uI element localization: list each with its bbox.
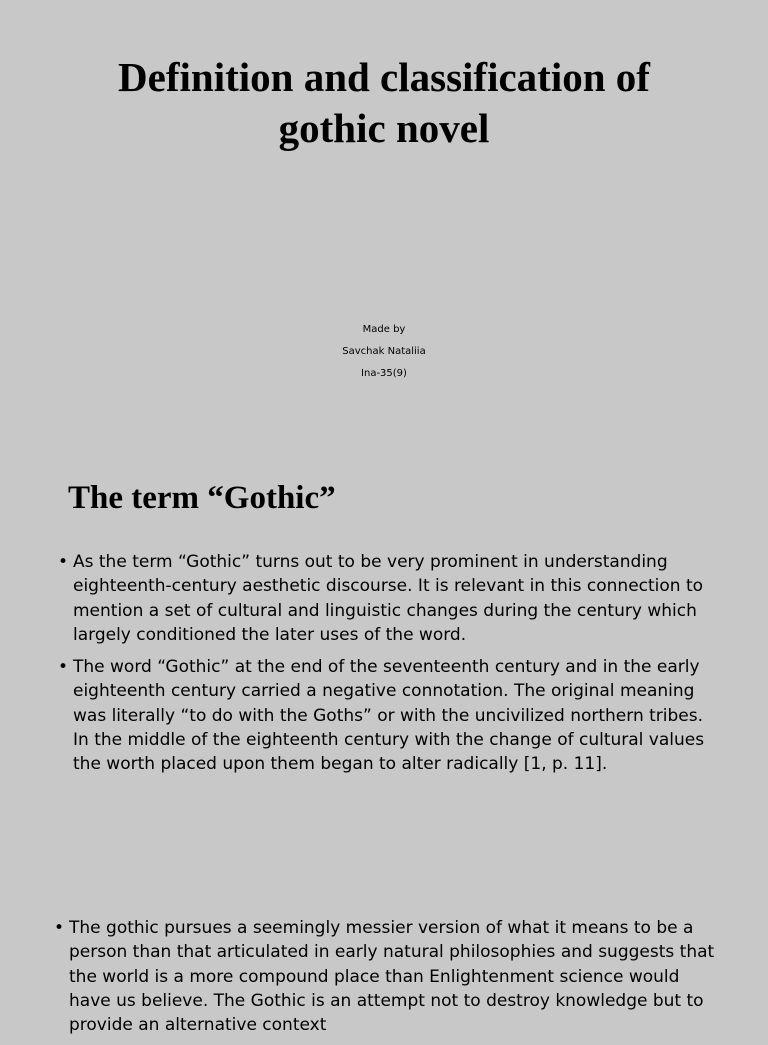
credit-group: Ina-35(9) (361, 368, 407, 379)
bullet-item: • As the term “Gothic” turns out to be very prominent in understanding eighteenth-century aesthetic discourse. It is relevant in this connection to mention a set of cultural and linguistic changes during the century which largely conditioned the later uses of the word. (58, 550, 718, 647)
gothic-term-slide (0, 448, 768, 880)
gothic-person-slide (0, 880, 768, 1036)
bullet-list (54, 916, 718, 1045)
bullet-list (58, 550, 718, 785)
title-slide (0, 0, 768, 448)
author-credits (284, 323, 484, 389)
credit-author-name: Savchak Nataliia (342, 346, 426, 357)
presentation-title: Definition and classification of gothic novel (118, 54, 650, 151)
bullet-item: • The word “Gothic” at the end of the seventeenth century and in the early eighteenth century carried a negative connotation. The original meaning was literally “to do with the Goths” or with the uncivilized northern tribes. In the middle of the eighteenth century with the change of cultural values the worth placed upon them began to alter radically [1, p. 11]. (58, 655, 718, 776)
credit-made-by: Made by (362, 324, 406, 335)
slide-title: The term “Gothic” (68, 480, 336, 516)
bullet-item: • The gothic pursues a seemingly messier version of what it means to be a person than that articulated in early natural philosophies and suggests that the world is a more compound place than Enlightenment science would have us believe. The Gothic is an attempt not to destroy knowledge but to provide an alternative context (54, 916, 718, 1037)
